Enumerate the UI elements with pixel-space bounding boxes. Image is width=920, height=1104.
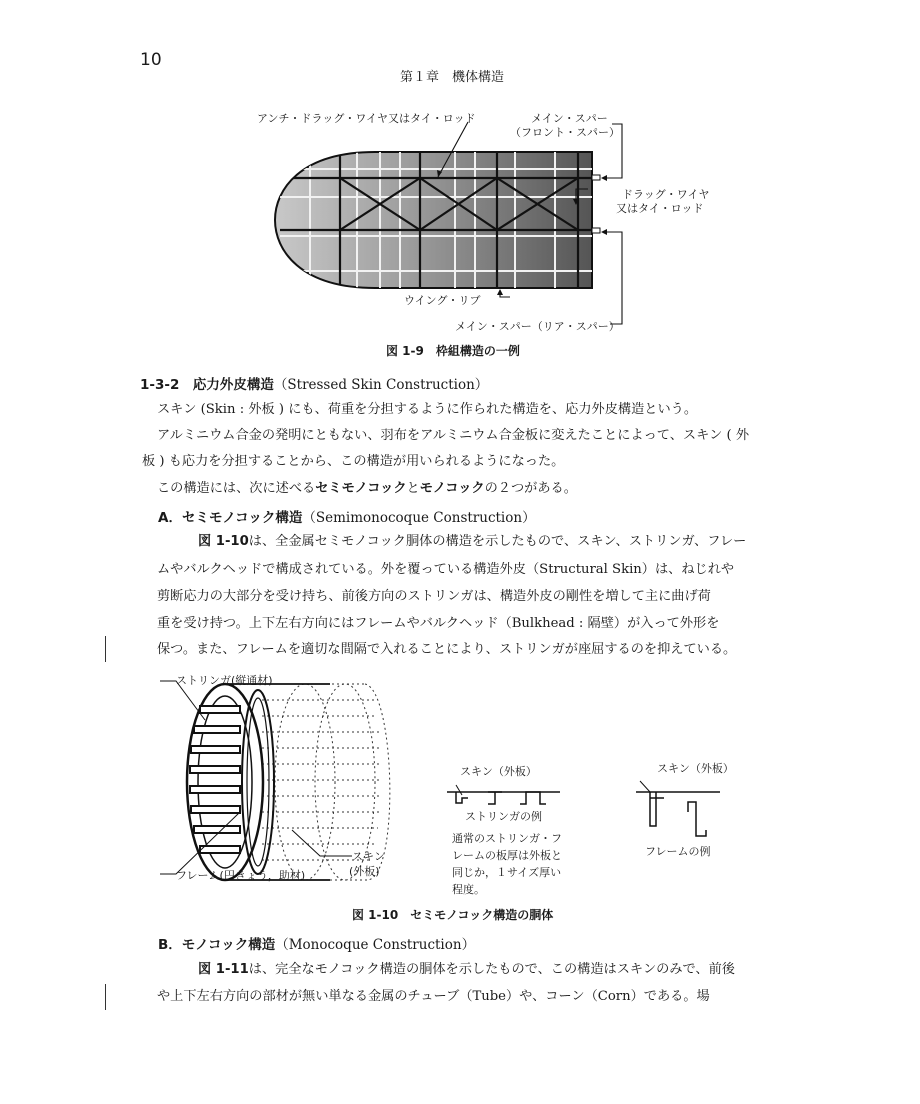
figure-1-9-caption: 図 1-9 枠組構造の一例 (386, 344, 520, 358)
chapter-header: 第１章 機体構造 (400, 70, 505, 85)
section-a-line-2: ムやバルクヘッドで構成されている。外を覆っている構造外皮（Structural Skin）は、ねじれや (157, 562, 735, 577)
section-a-line-3: 剪断応力の大部分を受け持ち、前後方向のストリンガは、構造外皮の剛性を増して主に曲げ荷 (157, 589, 711, 604)
anti-drag-wire-label: アンチ・ドラッグ・ワイヤ又はタイ・ロッド (257, 112, 476, 125)
p3-before: この構造には、次に述べる (157, 481, 316, 496)
section-b-line-1 (198, 957, 735, 983)
section-a-line-5: 保つ。また、フレームを適切な間隔で入れることにより、ストリンガが座屈するのを抑えている。 (157, 642, 737, 657)
paragraph-skin: スキン (Skin : 外板 ) にも、荷重を分担するように作られた構造を、応力外皮構造という。 (157, 402, 698, 417)
drag-wire-label: ドラッグ・ワイヤ (622, 188, 710, 201)
section-a-title-en: （Semimonocoque Construction） (302, 510, 536, 526)
paragraph-aluminum-line-1: アルミニウム合金の発明にともない、羽布をアルミニウム合金板に変えたことによって、スキン ( 外 (157, 428, 750, 443)
section-b-line-2: や上下左右方向の部材が無い単なる金属のチューブ（Tube）や、コーン（Corn）である。場 (157, 989, 710, 1004)
term-monocoque: モノコック (419, 481, 485, 496)
p3-mid: と (406, 481, 420, 496)
main-spar-front-sub-label: （フロント・スパー） (510, 126, 620, 139)
section-1-3-2-title-en: （Stressed Skin Construction） (273, 377, 489, 393)
main-spar-rear-label: メイン・スパー（リア・スパー） (455, 320, 620, 333)
note-line-1: 通常のストリンガ・フ (452, 832, 562, 845)
frame-example-label: フレームの例 (645, 845, 711, 858)
note-line-3: 同じか，１サイズ厚い (452, 866, 562, 879)
frame-skin-label: スキン（外板） (657, 762, 734, 775)
skin-sub-label: (外板) (349, 865, 380, 878)
note-line-2: レームの板厚は外板と (452, 849, 562, 862)
frame-label: フレーム(円きょう，助材) (176, 869, 306, 882)
stringer-skin-label: スキン（外板） (460, 765, 537, 778)
figure-1-10-caption: 図 1-10 セミモノコック構造の胴体 (352, 908, 554, 922)
stringer-label: ストリンガ(縦通材) (176, 674, 273, 687)
stringer-example-label: ストリンガの例 (465, 810, 542, 823)
p3-after: の２つがある。 (484, 481, 577, 496)
section-b-line-1-text: は、完全なモノコック構造の胴体を示したもので、この構造はスキンのみで、前後 (248, 962, 735, 977)
section-b-title: B．モノコック構造 (158, 937, 276, 953)
section-a-line-4: 重を受け持つ。上下左右方向にはフレームやバルクヘッド（Bulkhead : 隔壁）が入って外形を (157, 616, 720, 631)
section-a-line-1-text: は、全金属セミモノコック胴体の構造を示したもので、スキン、ストリンガ、フレー (248, 534, 747, 549)
term-semimonocoque: セミモノコック (315, 481, 407, 496)
main-spar-front-label: メイン・スパー (531, 112, 608, 125)
section-b-title-en: （Monocoque Construction） (275, 937, 476, 953)
wing-rib-label: ウイング・リブ (404, 294, 481, 307)
margin-change-bar-2 (105, 984, 106, 1010)
drag-wire-sub-label: 又はタイ・ロッド (616, 202, 704, 215)
section-1-3-2-title: 1-3-2 応力外皮構造 (140, 377, 274, 393)
figure-1-11-ref: 図 1-11 (198, 962, 249, 977)
section-b-heading (158, 933, 475, 953)
paragraph-aluminum-line-2: 板 ) も応力を分担することから、この構造が用いられるようになった。 (142, 454, 565, 469)
page-number: 10 (140, 50, 162, 70)
skin-label: スキン (352, 850, 385, 863)
figure-1-10-ref: 図 1-10 (198, 534, 249, 549)
note-line-4: 程度。 (452, 883, 485, 896)
section-a-title: A．セミモノコック構造 (158, 510, 303, 526)
